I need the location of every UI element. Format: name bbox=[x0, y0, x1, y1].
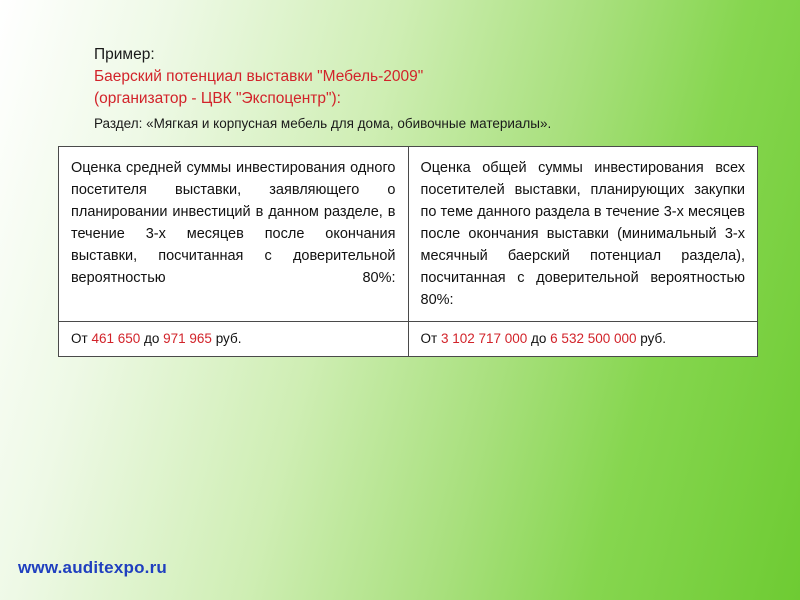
cell-total-investment-description: Оценка общей суммы инвестирования всех посетителей выставки, планирующих закупки по теме данного раздела в течение 3-х месяцев после окончания выставки (минимальный 3-х месячный баерский потенциал раздела), посчитанная с доверительной вероятностью 80%: bbox=[408, 147, 758, 322]
value-prefix: От bbox=[71, 331, 92, 346]
value-prefix: От bbox=[420, 331, 441, 346]
value-mid: до bbox=[527, 331, 551, 346]
value-from: 3 102 717 000 bbox=[440, 331, 528, 346]
value-suffix: руб. bbox=[636, 331, 667, 346]
value-from: 461 650 bbox=[91, 331, 141, 346]
heading-line-organizer: (организатор - ЦВК "Экспоцентр"): bbox=[94, 90, 341, 107]
slide-content bbox=[58, 44, 760, 357]
heading-line-title: Баерский потенциал выставки "Мебель-2009" bbox=[94, 68, 424, 85]
value-suffix: руб. bbox=[211, 331, 242, 346]
data-table bbox=[58, 146, 758, 357]
table-row bbox=[59, 147, 758, 322]
cell-total-investment-value bbox=[408, 322, 758, 357]
cell-average-investment-value bbox=[59, 322, 409, 357]
heading-line-example: Пример: bbox=[94, 46, 155, 63]
value-mid: до bbox=[140, 331, 164, 346]
footer-website: www.auditexpo.ru bbox=[18, 558, 167, 577]
cell-average-investment-description: Оценка средней суммы инвестирования одного посетителя выставки, заявляющего о планировании инвестиций в данном разделе, в течение 3-х месяцев после окончания выставки, посчитанная с доверительной вероятностью 80%: bbox=[59, 147, 409, 322]
value-to: 6 532 500 000 bbox=[550, 331, 637, 346]
table-row bbox=[59, 322, 758, 357]
heading-block bbox=[94, 44, 760, 134]
value-to: 971 965 bbox=[163, 331, 212, 346]
heading-line-section: Раздел: «Мягкая и корпусная мебель для дома, обивочные материалы». bbox=[94, 116, 552, 131]
